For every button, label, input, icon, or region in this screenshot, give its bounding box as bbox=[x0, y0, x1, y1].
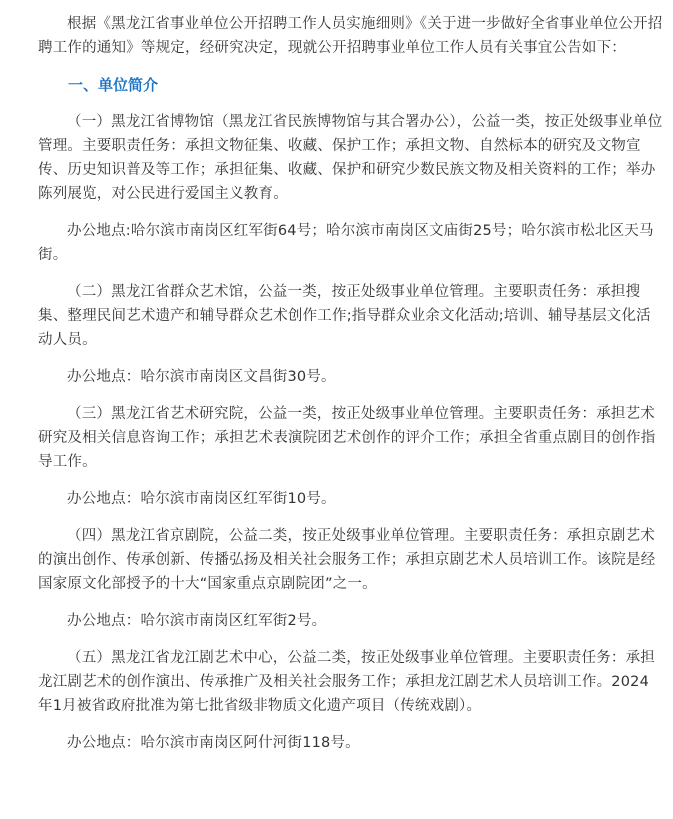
unit-1-address: 办公地点:哈尔滨市南岗区红军街64号；哈尔滨市南岗区文庙街25号；哈尔滨市松北区天马街。 bbox=[38, 223, 654, 263]
unit-1-description: （一）黑龙江省博物馆（黑龙江省民族博物馆与其合署办公），公益一类，按正处级事业单位管理。主要职责任务：承担文物征集、收藏、保护工作；承担文物、自然标本的研究及文物宣传、历史知识普及等工作；承担征集、收藏、保护和研究少数民族文物及相关资料的工作；举办陈列展览，对公民进行爱国主义教育。 bbox=[38, 114, 663, 202]
unit-3-description: （三）黑龙江省艺术研究院，公益一类，按正处级事业单位管理。主要职责任务：承担艺术研究及相关信息咨询工作；承担艺术表演院团艺术创作的评介工作；承担全省重点剧目的创作指导工作。 bbox=[38, 406, 656, 470]
intro-paragraph: 根据《黑龙江省事业单位公开招聘工作人员实施细则》《关于进一步做好全省事业单位公开招聘工作的通知》等规定，经研究决定，现就公开招聘事业单位工作人员有关事宜公告如下： bbox=[38, 16, 663, 56]
unit-2-description: （二）黑龙江省群众艺术馆，公益一类，按正处级事业单位管理。主要职责任务：承担搜集、整理民间艺术遗产和辅导群众艺术创作工作;指导群众业余文化活动;培训、辅导基层文化活动人员。 bbox=[38, 284, 651, 348]
unit-5-description: （五）黑龙江省龙江剧艺术中心，公益二类，按正处级事业单位管理。主要职责任务：承担龙江剧艺术的创作演出、传承推广及相关社会服务工作；承担龙江剧艺术人员培训工作。2024年1月被省政府批准为第七批省级非物质文化遗产项目（传统戏剧）。 bbox=[38, 650, 655, 714]
unit-4-description: （四）黑龙江省京剧院，公益二类，按正处级事业单位管理。主要职责任务：承担京剧艺术的演出创作、传承创新、传播弘扬及相关社会服务工作；承担京剧艺术人员培训工作。该院是经国家原文化部授予的十大“国家重点京剧院团”之一。 bbox=[38, 528, 656, 592]
unit-4-address: 办公地点：哈尔滨市南岗区红军街2号。 bbox=[67, 613, 327, 629]
article-body bbox=[38, 12, 663, 755]
unit-5-address: 办公地点：哈尔滨市南岗区阿什河街118号。 bbox=[67, 735, 360, 751]
unit-2-address: 办公地点：哈尔滨市南岗区文昌街30号。 bbox=[67, 369, 336, 385]
section-heading-unit-intro: 一、单位简介 bbox=[68, 76, 159, 94]
unit-3-address: 办公地点：哈尔滨市南岗区红军街10号。 bbox=[67, 491, 336, 507]
